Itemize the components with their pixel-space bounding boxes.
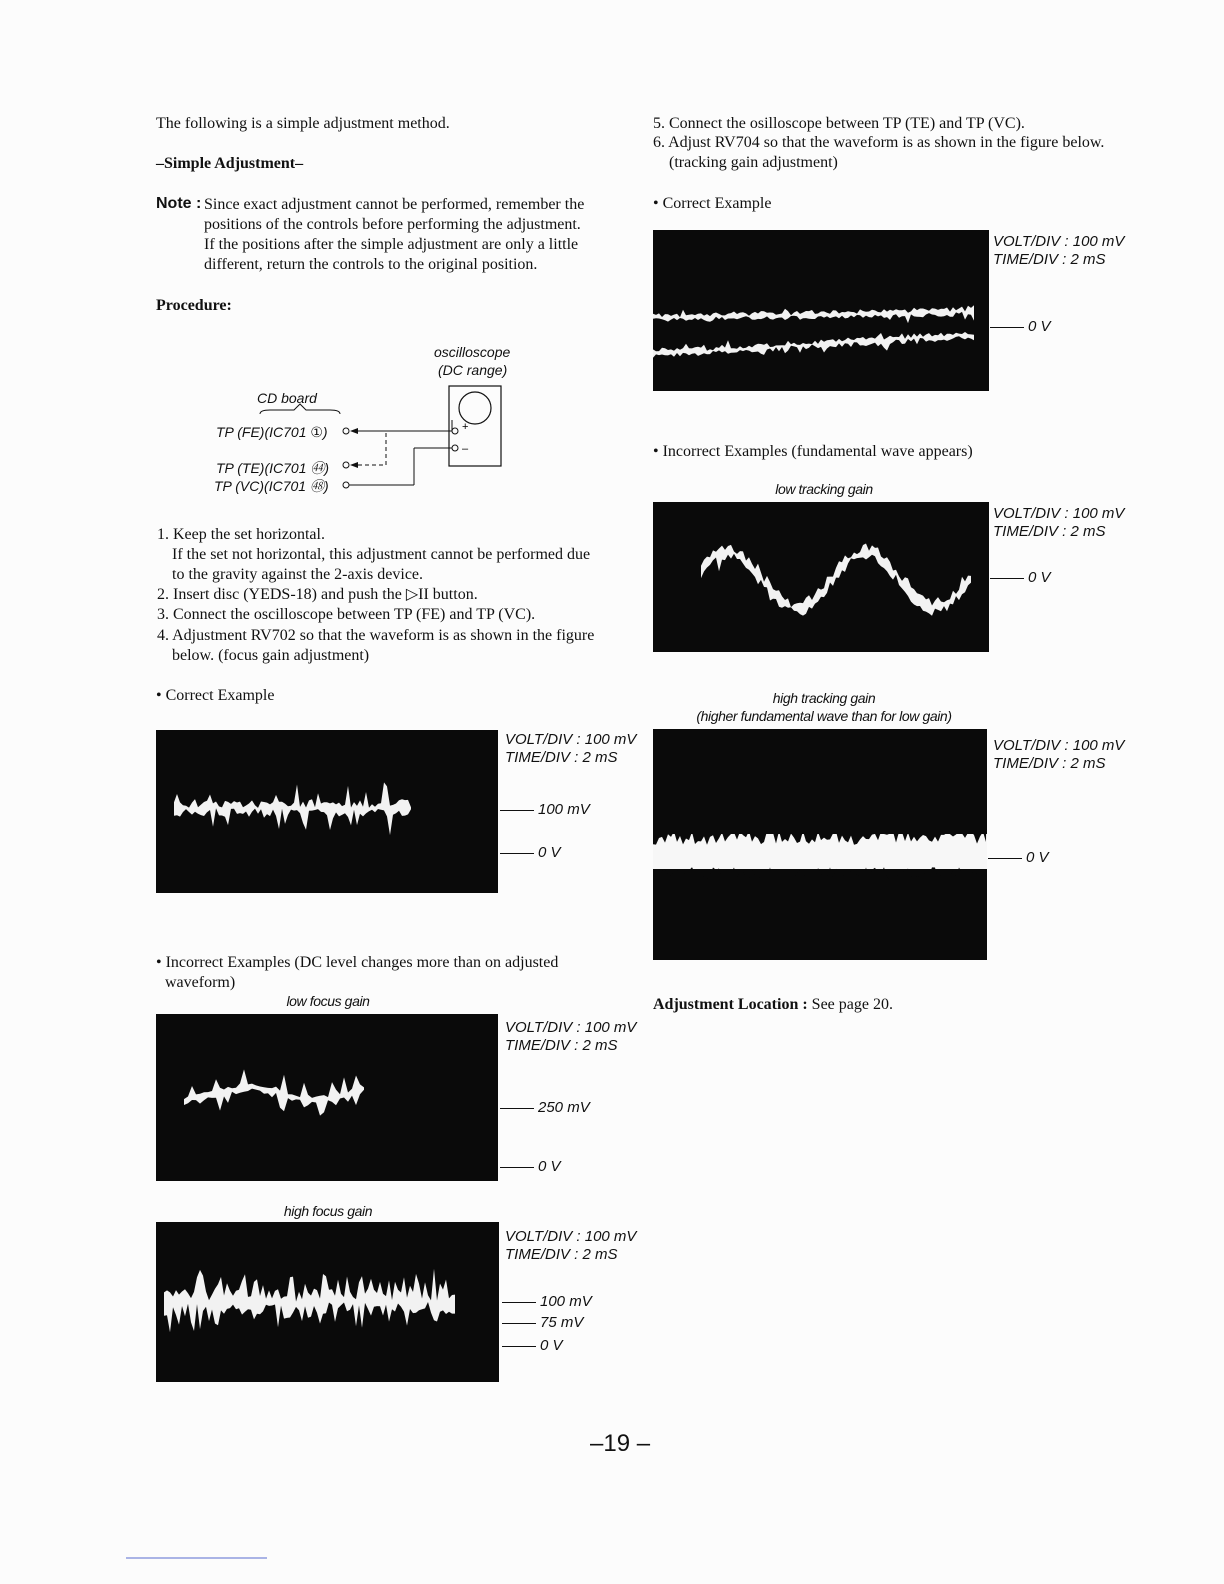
note-label: Note : (156, 195, 202, 212)
left-incorrect-examples-line2: waveform) (165, 974, 236, 991)
scope-focus-correct-volt-div: VOLT/DIV : 100 mV (505, 731, 637, 748)
step-1-detail-a: If the set not horizontal, this adjustment cannot be performed due (172, 546, 591, 563)
marker-75mv: 75 mV (502, 1314, 583, 1331)
note-line-3: If the positions after the simple adjustment are only a little (204, 236, 579, 253)
intro-text: The following is a simple adjustment method. (156, 115, 450, 132)
low-tracking-gain-caption: low tracking gain (775, 481, 873, 497)
marker-100mv: 100 mV (502, 1293, 592, 1310)
note-line-4: different, return the controls to the original position. (204, 256, 538, 273)
note-line-2: positions of the controls before performing the adjustment. (204, 216, 581, 233)
step-1-detail-b: to the gravity against the 2-axis device. (172, 566, 424, 583)
adjustment-location-value: See page 20. (811, 996, 893, 1013)
marker-0v: 0 V (990, 318, 1051, 335)
page-number: –19 – (590, 1430, 651, 1457)
scope-low-tracking-time-div: TIME/DIV : 2 mS (993, 523, 1106, 540)
scan-edge-mark (126, 1557, 267, 1559)
step-4: 4. Adjustment RV702 so that the waveform is as shown in the figure (157, 627, 595, 644)
waveform-low-focus (156, 1014, 498, 1181)
dc-range-label: (DC range) (438, 362, 508, 378)
minus-sign: – (462, 443, 469, 455)
scope-tracking-correct-time-div: TIME/DIV : 2 mS (993, 251, 1106, 268)
plus-sign: + (462, 421, 469, 433)
scope-focus-correct (156, 730, 498, 893)
marker-0v: 0 V (988, 849, 1049, 866)
step-4-detail: below. (focus gain adjustment) (172, 647, 370, 664)
scope-low-tracking (653, 502, 989, 652)
high-tracking-gain-subcaption: (higher fundamental wave than for low gain) (696, 708, 952, 724)
scope-focus-correct-time-div: TIME/DIV : 2 mS (505, 749, 618, 766)
tp-te-label: TP (TE)(IC701 ㊹) (216, 460, 330, 476)
adjustment-location-label: Adjustment Location : (653, 996, 808, 1013)
tp-fe-label: TP (FE)(IC701 ①) (216, 424, 328, 440)
waveform-high-tracking (653, 729, 987, 960)
low-focus-gain-caption: low focus gain (286, 993, 370, 1009)
scope-high-tracking-time-div: TIME/DIV : 2 mS (993, 755, 1106, 772)
scope-high-focus-time-div: TIME/DIV : 2 mS (505, 1246, 618, 1263)
step-6-detail: (tracking gain adjustment) (669, 154, 838, 171)
step-6: 6. Adjust RV704 so that the waveform is as shown in the figure below. (653, 134, 1105, 151)
right-incorrect-examples-label: • Incorrect Examples (fundamental wave appears) (653, 443, 973, 460)
marker-0v: 0 V (502, 1337, 563, 1354)
adjustment-location (653, 995, 893, 1015)
section-title: –Simple Adjustment– (156, 155, 304, 172)
scope-low-focus-volt-div: VOLT/DIV : 100 mV (505, 1019, 637, 1036)
connection-diagram (200, 340, 530, 500)
scope-low-focus-time-div: TIME/DIV : 2 mS (505, 1037, 618, 1054)
left-correct-example-label: • Correct Example (156, 687, 275, 704)
waveform-tracking-correct (653, 230, 989, 391)
scope-tracking-correct (653, 230, 989, 391)
high-focus-gain-caption: high focus gain (283, 1203, 373, 1219)
step-5: 5. Connect the osilloscope between TP (TE) and TP (VC). (653, 115, 1025, 132)
note-line-1: Since exact adjustment cannot be performed, remember the (204, 196, 585, 213)
step-3: 3. Connect the oscilloscope between TP (FE) and TP (VC). (157, 606, 536, 623)
marker-0v: 0 V (990, 569, 1051, 586)
scope-low-tracking-volt-div: VOLT/DIV : 100 mV (993, 505, 1125, 522)
scope-high-focus-volt-div: VOLT/DIV : 100 mV (505, 1228, 637, 1245)
marker-0v: 0 V (500, 1158, 561, 1175)
step-2: 2. Insert disc (YEDS-18) and push the ▷II button. (157, 586, 478, 603)
waveform-low-tracking (653, 502, 989, 652)
marker-100mv: 100 mV (500, 801, 590, 818)
scope-high-focus (156, 1222, 499, 1382)
right-correct-example-label: • Correct Example (653, 195, 772, 212)
oscilloscope-label: oscilloscope (434, 344, 511, 360)
marker-0v: 0 V (500, 844, 561, 861)
scope-tracking-correct-volt-div: VOLT/DIV : 100 mV (993, 233, 1125, 250)
scope-low-focus (156, 1014, 498, 1181)
high-tracking-gain-caption: high tracking gain (772, 690, 876, 706)
tp-vc-label: TP (VC)(IC701 ㊽) (214, 478, 329, 494)
left-incorrect-examples-line1: • Incorrect Examples (DC level changes more than on adjusted (156, 954, 559, 971)
waveform-focus-correct (156, 730, 498, 893)
marker-250mv: 250 mV (500, 1099, 590, 1116)
cd-board-label: CD board (257, 390, 317, 406)
procedure-label: Procedure: (156, 297, 232, 314)
step-1: 1. Keep the set horizontal. (157, 526, 325, 543)
scope-high-tracking (653, 729, 987, 960)
diagram-wiring (200, 340, 530, 500)
waveform-high-focus (156, 1222, 499, 1382)
scope-high-tracking-volt-div: VOLT/DIV : 100 mV (993, 737, 1125, 754)
